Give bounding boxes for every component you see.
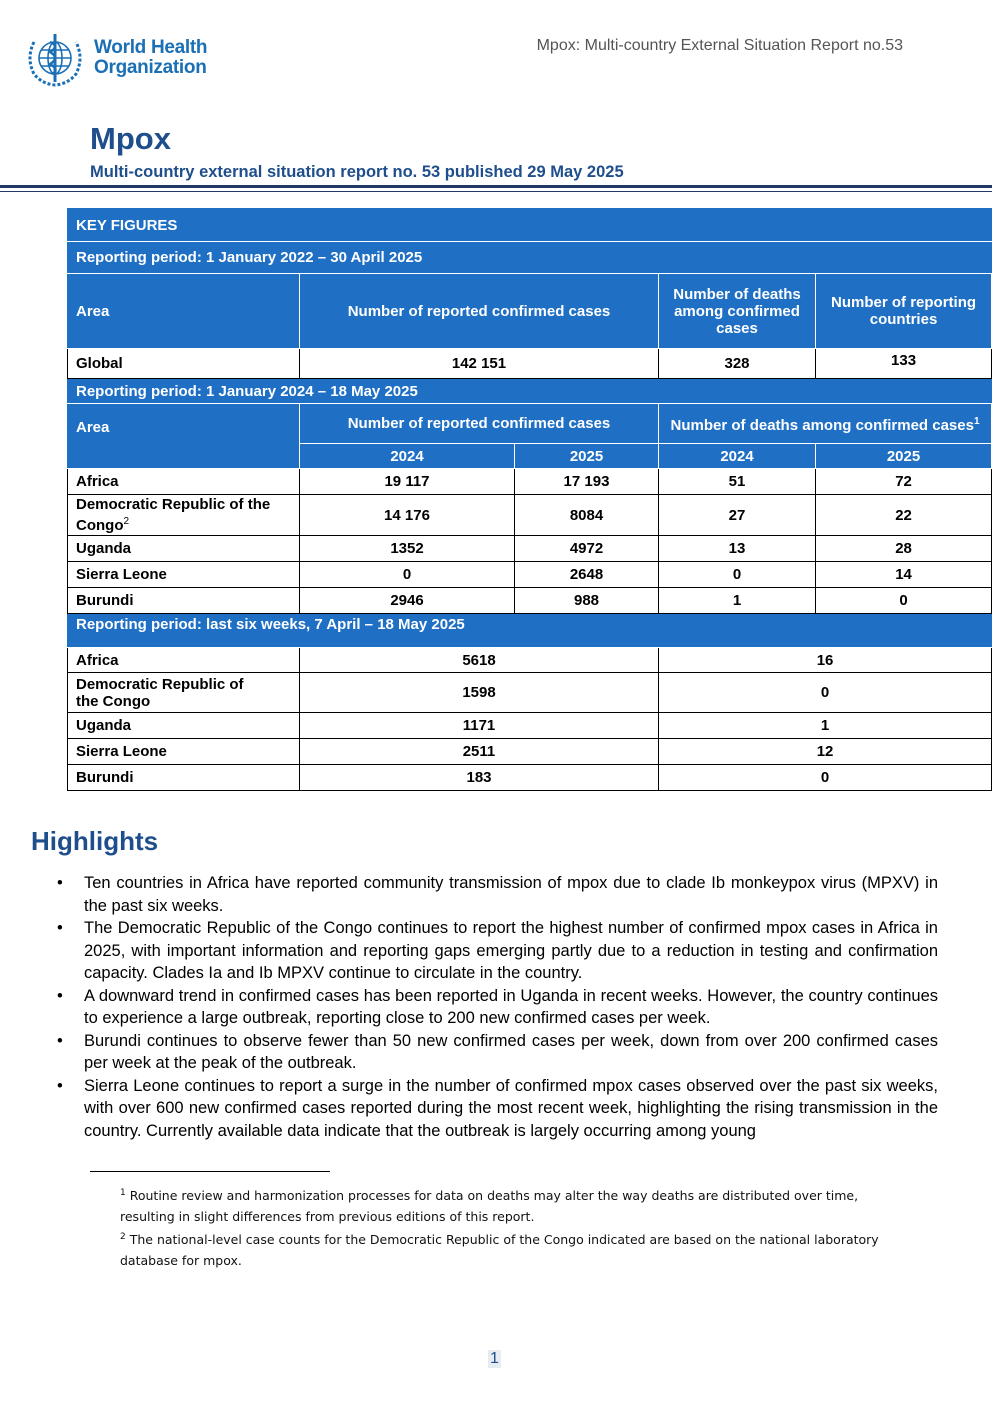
cases-2024: 2946 [300, 588, 515, 614]
row-area: Africa [68, 648, 300, 673]
cases-2024: 1352 [300, 536, 515, 562]
deaths-header: Number of deaths among confirmed cases [659, 274, 816, 349]
footnote-ref-1: 1 [973, 416, 980, 427]
table-row [68, 739, 992, 765]
six-week-deaths: 1 [659, 713, 992, 739]
table-row [68, 349, 992, 379]
key-figures-header: KEY FIGURES [68, 209, 992, 242]
deaths-2025: 14 [816, 562, 992, 588]
table-row [68, 404, 992, 444]
logo-line-2: Organization [94, 57, 207, 78]
table-row [68, 379, 992, 404]
title-divider [0, 185, 992, 188]
cases-2024: 19 117 [300, 469, 515, 495]
list-item: • Ten countries in Africa have reported community transmission of mpox due to clade Ib monkeypox virus (MPXV) in the past six weeks. [84, 872, 938, 917]
table-row [68, 588, 992, 614]
deaths-2025: 22 [816, 495, 992, 536]
six-week-deaths: 16 [659, 648, 992, 673]
row-area: Africa [68, 469, 300, 495]
page-subtitle: Multi-country external situation report no. 53 published 29 May 2025 [90, 163, 624, 181]
area-header-2: Area [68, 404, 300, 469]
table-row [68, 765, 992, 791]
cases-header-2: Number of reported confirmed cases [300, 404, 659, 444]
period-3-header: Reporting period: last six weeks, 7 April – 18 May 2025 [68, 614, 992, 648]
six-week-cases: 5618 [300, 648, 659, 673]
countries-header: Number of reporting countries [816, 274, 992, 349]
area-header: Area [68, 274, 300, 349]
deaths-header-2-text: Number of deaths among confirmed cases [670, 417, 974, 434]
footnote-text: The national-level case counts for the Democratic Republic of the Congo indicated are based on the national laboratory database for mpox. [120, 1232, 879, 1268]
period-2-header: Reporting period: 1 January 2024 – 18 May 2025 [68, 379, 992, 404]
global-cases: 142 151 [300, 349, 659, 379]
period-1-header: Reporting period: 1 January 2022 – 30 April 2025 [68, 242, 992, 274]
deaths-2024: 27 [659, 495, 816, 536]
table-row [68, 536, 992, 562]
table-row [68, 495, 992, 536]
footnote-text: Routine review and harmonization processes for data on deaths may alter the way deaths are distributed over time, resulting in slight differences from previous editions of this report. [120, 1188, 859, 1224]
deaths-2025: 72 [816, 469, 992, 495]
six-week-cases: 183 [300, 765, 659, 791]
cases-2025: 2648 [515, 562, 659, 588]
deaths-2025: 28 [816, 536, 992, 562]
table-row [68, 562, 992, 588]
deaths-2024: 0 [659, 562, 816, 588]
row-area-text: Democratic Republic of the Congo [76, 496, 271, 534]
table-row [68, 713, 992, 739]
global-area: Global [68, 349, 300, 379]
page-title: Mpox [90, 121, 171, 156]
row-area: Uganda [68, 536, 300, 562]
row-area: Sierra Leone [68, 739, 300, 765]
six-week-deaths: 12 [659, 739, 992, 765]
row-area: Democratic Republic of the Congo [68, 673, 300, 713]
table-row [68, 469, 992, 495]
who-emblem-icon [22, 28, 88, 88]
deaths-header-2 [659, 404, 992, 444]
highlights-list [84, 872, 938, 1142]
title-divider-thin [0, 191, 992, 192]
cases-2024: 0 [300, 562, 515, 588]
cases-2025: 4972 [515, 536, 659, 562]
six-week-deaths: 0 [659, 673, 992, 713]
cases-2024: 14 176 [300, 495, 515, 536]
footnote-2 [120, 1227, 890, 1271]
deaths-2024: 51 [659, 469, 816, 495]
table-row [68, 209, 992, 242]
row-area: Uganda [68, 713, 300, 739]
row-area: Sierra Leone [68, 562, 300, 588]
logo-line-1: World Health [94, 37, 208, 58]
deaths-2024: 1 [659, 588, 816, 614]
who-logo-text [94, 38, 207, 78]
cases-2024-header: 2024 [300, 444, 515, 469]
page-number: 1 [490, 1350, 499, 1367]
footnote-ref-2: 2 [123, 516, 130, 527]
six-week-cases: 2511 [300, 739, 659, 765]
cases-2025: 8084 [515, 495, 659, 536]
key-figures-table [67, 208, 992, 791]
six-week-cases: 1598 [300, 673, 659, 713]
list-item: • The Democratic Republic of the Congo continues to report the highest number of confirmed mpox cases in Africa in 2025, with important information and reporting gaps emerging partly due to a reduction in testing and confirmation capacity. Clades Ia and Ib MPXV continue to circulate in the country. [84, 917, 938, 985]
cases-header: Number of reported confirmed cases [300, 274, 659, 349]
row-area: Burundi [68, 588, 300, 614]
table-row [68, 673, 992, 713]
table-row [68, 242, 992, 274]
deaths-2024: 13 [659, 536, 816, 562]
six-week-deaths: 0 [659, 765, 992, 791]
footnote-number: 2 [120, 1232, 126, 1243]
cases-2025: 17 193 [515, 469, 659, 495]
table-row [68, 274, 992, 349]
deaths-2025: 0 [816, 588, 992, 614]
list-item: • Burundi continues to observe fewer than 50 new confirmed cases per week, down from over 200 confirmed cases per week at the peak of the outbreak. [84, 1030, 938, 1075]
list-item: • Sierra Leone continues to report a surge in the number of confirmed mpox cases observed over the past six weeks, with over 600 new confirmed cases reported during the most recent week, highlighting the rising transmission in the country. Currently available data indicate that the outbreak is largely occurring among young [84, 1075, 938, 1143]
table-row [68, 648, 992, 673]
deaths-2024-header: 2024 [659, 444, 816, 469]
highlights-heading: Highlights [31, 826, 159, 856]
row-area: Burundi [68, 765, 300, 791]
footnote-1 [120, 1183, 890, 1227]
cases-2025: 988 [515, 588, 659, 614]
cases-2025-header: 2025 [515, 444, 659, 469]
footnotes [120, 1183, 890, 1271]
six-week-cases: 1171 [300, 713, 659, 739]
footnote-number: 1 [120, 1188, 126, 1198]
global-deaths: 328 [659, 349, 816, 379]
global-countries: 133 [816, 349, 992, 379]
deaths-2025-header: 2025 [816, 444, 992, 469]
list-item: • A downward trend in confirmed cases has been reported in Uganda in recent weeks. However, the country continues to experience a large outbreak, reporting close to 200 new confirmed cases per week. [84, 985, 938, 1030]
running-header: Mpox: Multi-country External Situation Report no.53 [536, 37, 903, 54]
footnote-divider [90, 1171, 330, 1172]
who-logo [22, 28, 207, 88]
table-row [68, 614, 992, 648]
row-area [68, 495, 300, 536]
